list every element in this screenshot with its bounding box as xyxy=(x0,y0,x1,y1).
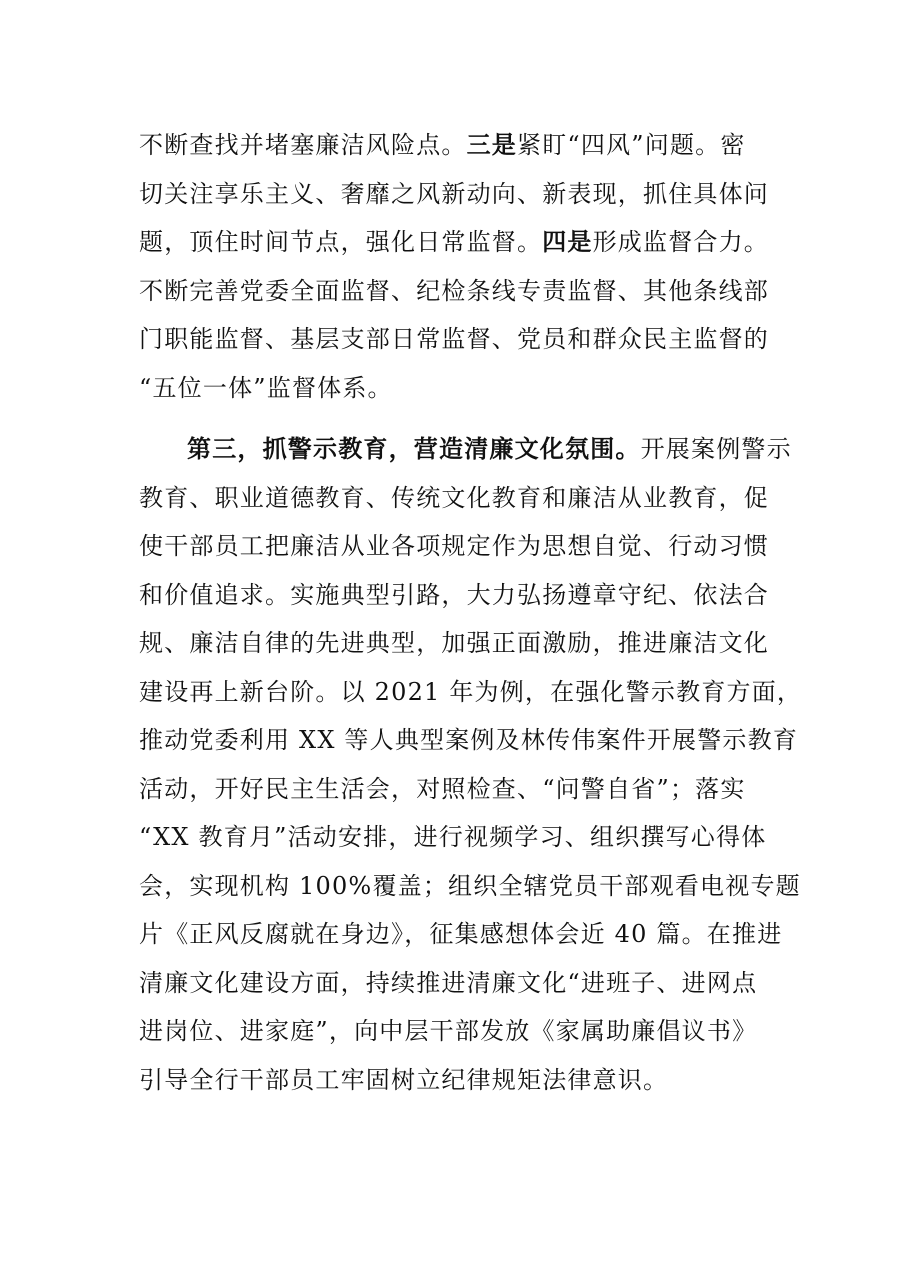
text-line xyxy=(139,364,779,413)
bold-text: 三是 xyxy=(466,130,518,159)
text-line xyxy=(139,716,799,765)
bold-text: 第三，抓警示教育，营造清廉文化氛围。 xyxy=(187,434,641,463)
text-line xyxy=(139,668,803,717)
text-run: “XX 教育月”活动安排，进行视频学习、组织撰写心得体 xyxy=(139,823,767,851)
text-line xyxy=(139,315,779,364)
text-run: 切关注享乐主义、奢靡之风新动向、新表现，抓住具体问 xyxy=(139,179,769,208)
text-line xyxy=(139,425,792,474)
text-run: 片《正风反腐就在身边》，征集感想体会近 40 篇。在推进 xyxy=(139,920,783,948)
text-line xyxy=(139,959,779,1008)
text-line xyxy=(139,813,779,862)
text-line xyxy=(139,170,779,219)
text-run: 规、廉洁自律的先进典型，加强正面激励，推进廉洁文化 xyxy=(139,629,769,657)
text-line xyxy=(139,218,779,267)
text-run: 教育、职业道德教育、传统文化教育和廉洁从业教育，促 xyxy=(139,483,769,512)
text-run: 清廉文化建设方面，持续推进清廉文化“进班子、进网点 xyxy=(139,968,758,997)
text-run: 使干部员工把廉洁从业各项规定作为思想自觉、行动习惯 xyxy=(139,532,769,560)
text-line xyxy=(139,862,801,911)
text-run: 开展案例警示 xyxy=(640,435,792,463)
text-run: 和价值追求。实施典型引路，大力弘扬遵章守纪、依法合 xyxy=(139,580,769,609)
text-run: 紧盯“四风”问题。密 xyxy=(517,131,746,159)
text-line xyxy=(139,1056,779,1105)
text-run: 不断查找并堵塞廉洁风险点。 xyxy=(139,131,467,159)
paragraph xyxy=(139,425,803,1104)
text-line xyxy=(139,910,783,959)
text-line xyxy=(139,267,779,316)
text-run: 题，顶住时间节点，强化日常监督。 xyxy=(139,228,543,256)
document-body xyxy=(139,121,803,1104)
text-run: 推动党委利用 XX 等人典型案例及林传伟案件开展警示教育 xyxy=(139,726,799,754)
bold-text: 四是 xyxy=(542,227,593,256)
text-run: 会，实现机构 100%覆盖；组织全辖党员干部观看电视专题 xyxy=(139,871,801,900)
text-line xyxy=(139,765,779,814)
text-line xyxy=(139,474,779,523)
text-run: “五位一体”监督体系。 xyxy=(139,373,393,402)
text-run: 门职能监督、基层支部日常监督、党员和群众民主监督的 xyxy=(139,325,769,353)
text-line xyxy=(139,571,779,620)
text-line xyxy=(139,121,779,170)
text-run: 活动，开好民主生活会，对照检查、“问警自省”；落实 xyxy=(139,774,746,803)
text-run: 不断完善党委全面监督、纪检条线专责监督、其他条线部 xyxy=(139,276,769,305)
text-line xyxy=(139,522,779,571)
text-run: 建设再上新台阶。以 2021 年为例，在强化警示教育方面， xyxy=(139,677,803,706)
text-run: 引导全行干部员工牢固树立纪律规矩法律意识。 xyxy=(139,1065,669,1094)
text-run: 形成监督合力。 xyxy=(592,228,770,256)
text-line xyxy=(139,619,779,668)
paragraph xyxy=(139,121,779,412)
text-run: 进岗位、进家庭”，向中层干部发放《家属助廉倡议书》 xyxy=(139,1017,758,1045)
text-line xyxy=(139,1007,779,1056)
